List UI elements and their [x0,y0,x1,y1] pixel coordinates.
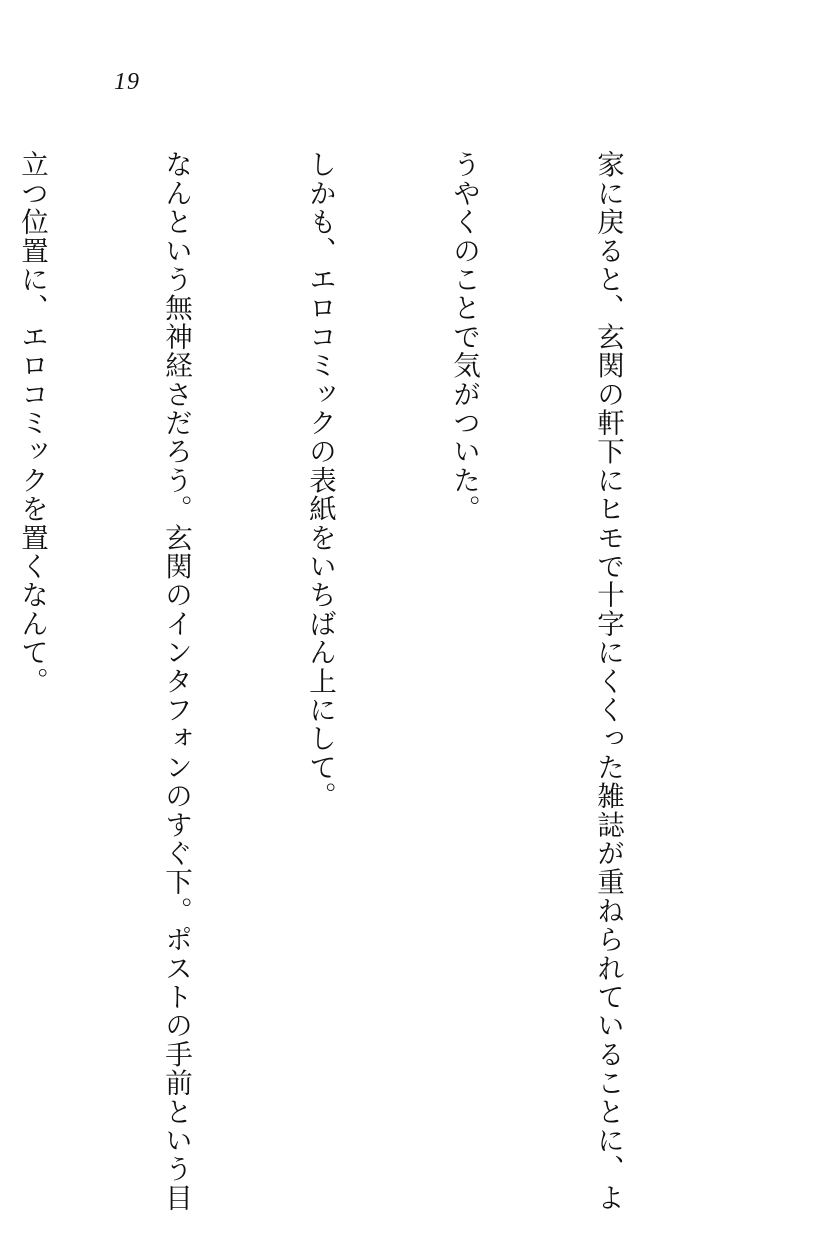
text-line: 立つ位置に、エロコミックを置くなんて。 [16,150,48,696]
page-number: 19 [114,69,140,95]
novel-text [16,150,728,1212]
text-line: 家に戻ると、玄関の軒下にヒモで十字にくくった雑誌が重ねられていることに、よ [592,150,624,1212]
text-line: うやくのことで気がついた。 [448,150,480,524]
text-line: しかも、エロコミックの表紙をいちばん上にして。 [304,150,336,811]
text-line: なんという無神経さだろう。玄関のインタフォンのすぐ下。ポストの手前という目 [160,150,192,1212]
